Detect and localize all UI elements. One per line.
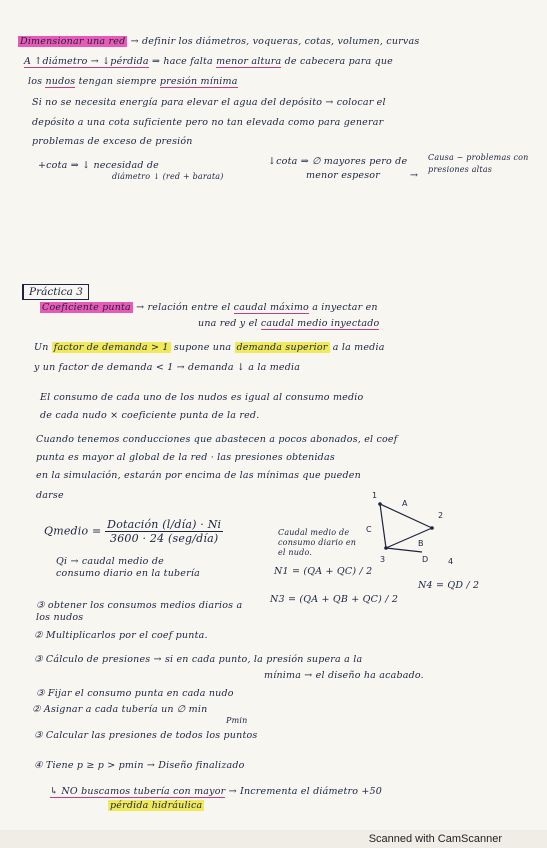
media: a la media — [332, 342, 385, 353]
diametro-red-barata: diámetro ↓ (red + barata) — [112, 172, 224, 181]
edge-b — [386, 528, 432, 548]
una-red: una red y el — [198, 318, 258, 329]
highlight-coef-punta: Coeficiente punta — [42, 302, 131, 313]
caudal-maximo: caudal máximo — [233, 302, 309, 313]
qmedio-fraction — [105, 518, 223, 545]
node-label-2: 2 — [438, 511, 444, 520]
n1-formula: N1 = (QA + QC) / 2 — [274, 566, 373, 577]
diametro-perdida: A ↑diámetro → ↓pérdida — [24, 56, 149, 67]
procedure-2-pmin: Pmin — [226, 716, 248, 725]
node-label-1: 1 — [372, 491, 378, 500]
arrow: → — [410, 170, 419, 181]
menor-altura: menor altura — [216, 56, 282, 67]
qi-definition: Qi → caudal medio de consumo diario en la tubería — [56, 556, 200, 579]
highlight-factor: factor de demanda > 1 — [53, 342, 169, 353]
line-4: Si no se necesita energía para elevar el agua del depósito → colocar el — [32, 97, 386, 108]
incrementa-diametro: → Incrementa el diámetro +50 — [228, 786, 383, 797]
consumo-line-2: de cada nudo × coeficiente punta de la red. — [40, 410, 260, 421]
hace-falta: ⇒ hace falta — [152, 56, 213, 67]
procedure-5 — [50, 786, 382, 797]
procedure-3: ③ Calcular las presiones de todos los puntos — [34, 730, 258, 741]
relacion: → relación entre el — [136, 302, 231, 313]
node-dot-2 — [430, 526, 434, 530]
edge-c — [380, 504, 386, 548]
highlight-perdida: pérdida hidráulica — [110, 800, 203, 811]
cuando-line-4: darse — [36, 490, 64, 501]
tengan-siempre: tengan siempre — [78, 76, 157, 87]
n4-formula: N4 = QD / 2 — [418, 580, 480, 591]
supone: supone una — [173, 342, 232, 353]
network-diagram — [360, 490, 470, 570]
qmedio-label: Qmedio = — [44, 524, 102, 538]
edge-label-d: D — [422, 555, 429, 564]
mas-cota: +cota ⇒ ↓ necesidad de — [38, 160, 160, 171]
line-6: problemas de exceso de presión — [32, 136, 193, 147]
nudos: nudos — [45, 76, 76, 87]
node-label-3: 3 — [380, 555, 386, 564]
un: Un — [34, 342, 49, 353]
caudal-note: Caudal medio de consumo diario en el nudo. — [278, 528, 357, 557]
step-3b: mínima → el diseño ha acabado. — [264, 670, 424, 681]
line-1-rest: → definir los diámetros, voqueras, cotas, volumen, curvas — [130, 36, 420, 47]
cuando-line-3: en la simulación, estarán por encima de las mínimas que pueden — [36, 470, 361, 481]
camscanner-watermark: Scanned with CamScanner — [368, 833, 502, 845]
qmedio-numerator: Dotación (l/día) · Ni — [107, 518, 222, 531]
cuando-line-1: Cuando tenemos conducciones que abastecen a pocos abonados, el coef — [36, 434, 398, 445]
cuando-line-2: punta es mayor al global de la red · las presiones obtenidas — [36, 452, 335, 463]
n3-formula: N3 = (QA + QB + QC) / 2 — [270, 594, 399, 605]
step-3a: ③ Cálculo de presiones → si en cada punto, la presión supera a la — [34, 654, 363, 665]
menor-espesor: menor espesor — [306, 170, 380, 181]
menos-cota: ↓cota ⇒ ∅ mayores pero de — [268, 156, 408, 167]
red-line — [198, 318, 379, 329]
step-2: ② Multiplicarlos por el coef punta. — [34, 630, 208, 641]
highlight-demanda: demanda superior — [236, 342, 328, 353]
inyectar: a inyectar en — [312, 302, 378, 313]
step-1: ③ obtener los consumos medios diarios a los nudos — [36, 600, 243, 623]
qmedio-denominator: 3600 · 24 (seg/día) — [110, 532, 219, 545]
line-2 — [24, 56, 393, 67]
line-5: depósito a una cota suficiente pero no tan elevada como para generar — [32, 117, 384, 128]
practica-title: Práctica 3 — [22, 284, 89, 300]
consumo-line-1: El consumo de cada uno de los nudos es igual al consumo medio — [40, 392, 364, 403]
procedure-5b — [108, 800, 204, 811]
line-1 — [18, 36, 419, 47]
line-3 — [28, 76, 238, 87]
procedure-4: ④ Tiene p ≥ p > pmin → Diseño finalizado — [34, 760, 245, 771]
problemas-presiones: Causa ~ problemas con presiones altas — [428, 153, 529, 174]
edge-label-b: B — [418, 539, 424, 548]
qmedio-formula — [44, 518, 223, 545]
edge-d — [386, 548, 422, 552]
factor-menor: y un factor de demanda < 1 → demanda ↓ a la media — [34, 362, 301, 373]
caudal-medio: caudal medio inyectado — [260, 318, 380, 329]
node-dot-1 — [378, 502, 382, 506]
edge-label-c: C — [366, 525, 372, 534]
node-dot-3 — [384, 546, 388, 550]
factor-line — [34, 342, 385, 353]
edge-label-a: A — [402, 499, 408, 508]
procedure-2: ② Asignar a cada tubería un ∅ min — [32, 704, 208, 715]
coef-punta-line — [40, 302, 378, 313]
no-buscamos: ↳ NO buscamos tubería con mayor — [50, 786, 226, 797]
los: los — [28, 76, 43, 87]
node-label-4: 4 — [448, 557, 454, 566]
procedure-1: ③ Fijar el consumo punta en cada nudo — [36, 688, 234, 699]
de-cabecera: de cabecera para que — [284, 56, 393, 67]
presion-minima: presión mínima — [159, 76, 238, 87]
highlight-dimensionar: Dimensionar una red — [20, 36, 126, 47]
